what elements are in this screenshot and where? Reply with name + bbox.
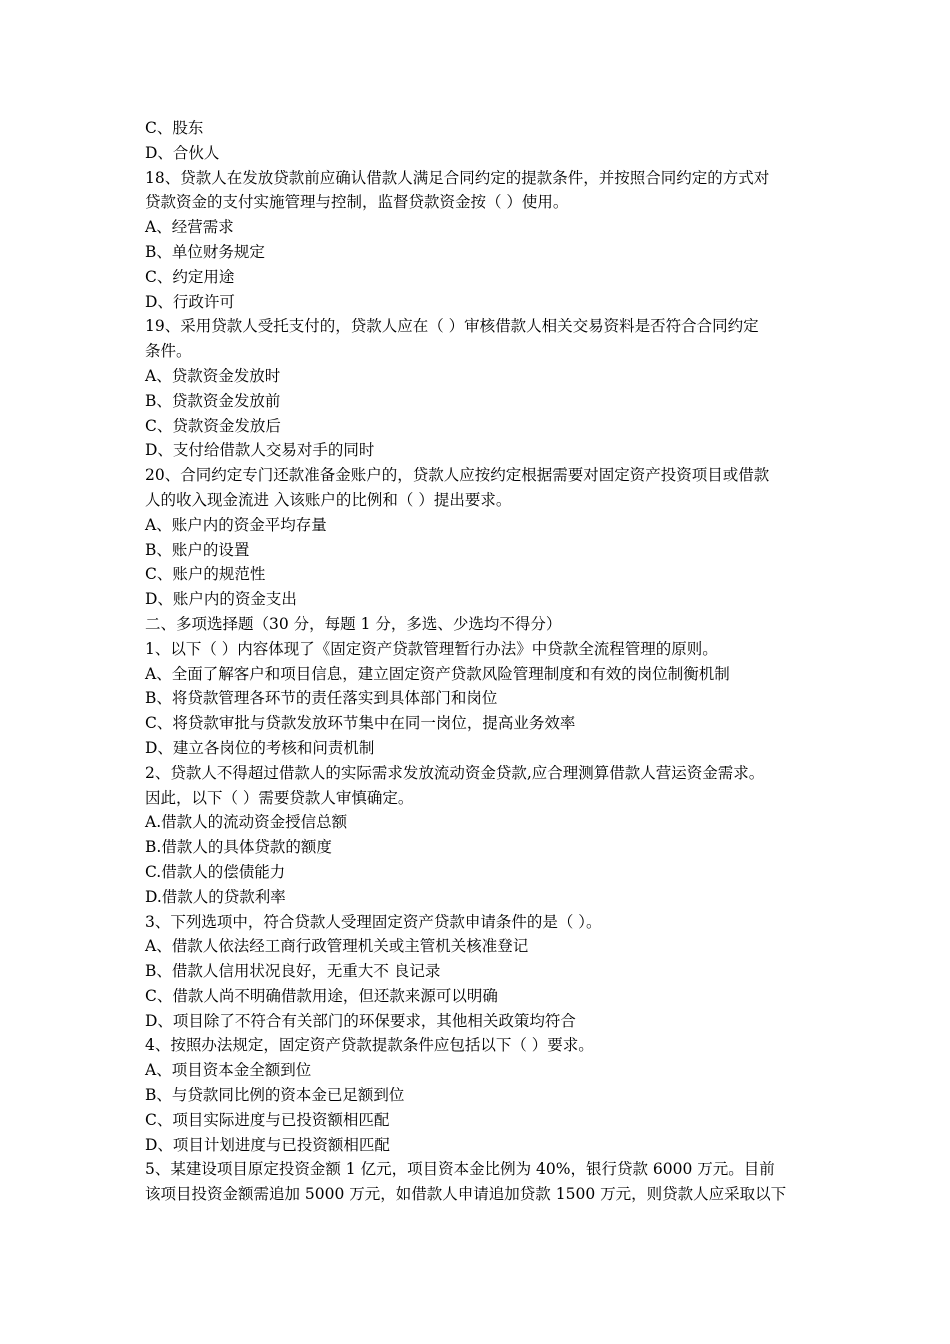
text-line: D.借款人的贷款利率: [145, 887, 286, 906]
text-line: B、单位财务规定: [145, 242, 265, 261]
text-line: 2、贷款人不得超过借款人的实际需求发放流动资金贷款,应合理测算借款人营运资金需求。: [145, 763, 765, 782]
text-line: 18、贷款人在发放贷款前应确认借款人满足合同约定的提款条件，并按照合同约定的方式对: [145, 168, 770, 187]
text-line: D、项目除了不符合有关部门的环保要求，其他相关政策均符合: [145, 1011, 576, 1030]
text-line: D、建立各岗位的考核和问责机制: [145, 738, 375, 757]
text-line: A.借款人的流动资金授信总额: [145, 813, 348, 832]
text-line: B、与贷款同比例的资本金已足额到位: [145, 1086, 405, 1105]
text-line: A、借款人依法经工商行政管理机关或主管机关核准登记: [145, 937, 529, 956]
text-line: B、借款人信用状况良好，无重大不 良记录: [145, 962, 441, 981]
text-line: D、项目计划进度与已投资额相匹配: [145, 1135, 390, 1154]
text-line: 贷款资金的支付实施管理与控制，监督贷款资金按（ ）使用。: [145, 193, 569, 212]
text-line: 20、合同约定专门还款准备金账户的，贷款人应按约定根据需要对固定资产投资项目或借款: [145, 466, 770, 485]
text-line: A、贷款资金发放时: [145, 366, 281, 385]
text-line: D、行政许可: [145, 292, 235, 311]
document-body: [145, 116, 810, 1207]
text-line: C、账户的规范性: [145, 565, 266, 584]
text-line: A、账户内的资金平均存量: [145, 515, 327, 534]
text-line: C、约定用途: [145, 267, 235, 286]
text-line: A、项目资本金全额到位: [145, 1061, 312, 1080]
text-line: D、支付给借款人交易对手的同时: [145, 441, 375, 460]
text-line: 该项目投资金额需追加 5000 万元，如借款人申请追加贷款 1500 万元，则贷款人应采取以下: [145, 1185, 787, 1204]
text-line: D、账户内的资金支出: [145, 590, 297, 609]
text-line: B、贷款资金发放前: [145, 391, 281, 410]
text-line: C、贷款资金发放后: [145, 416, 281, 435]
text-line: C、将贷款审批与贷款发放环节集中在同一岗位，提高业务效率: [145, 714, 576, 733]
text-line: A、全面了解客户和项目信息，建立固定资产贷款风险管理制度和有效的岗位制衡机制: [145, 664, 730, 683]
text-line: B、账户的设置: [145, 540, 250, 559]
text-line: B.借款人的具体贷款的额度: [145, 838, 332, 857]
text-line: 二、多项选择题（30 分，每题 1 分，多选、少选均不得分）: [145, 614, 562, 633]
text-line: D、合伙人: [145, 143, 220, 162]
text-line: C、项目实际进度与已投资额相匹配: [145, 1110, 390, 1129]
text-line: 3、下列选项中，符合贷款人受理固定资产贷款申请条件的是（ ）。: [145, 912, 602, 931]
text-line: A、经营需求: [145, 218, 234, 237]
text-line: 5、某建设项目原定投资金额 1 亿元，项目资本金比例为 40%，银行贷款 6000 万元。目前: [145, 1160, 775, 1179]
text-line: 因此，以下（ ）需要贷款人审慎确定。: [145, 788, 414, 807]
text-line: C、股东: [145, 119, 204, 137]
text-line: 人的收入现金流进 入该账户的比例和（ ）提出要求。: [145, 490, 512, 509]
text-line: C、借款人尚不明确借款用途，但还款来源可以明确: [145, 986, 498, 1005]
text-line: B、将贷款管理各环节的责任落实到具体部门和岗位: [145, 689, 498, 708]
text-line: 4、按照办法规定，固定资产贷款提款条件应包括以下（ ）要求。: [145, 1036, 594, 1055]
text-line: C.借款人的偿债能力: [145, 862, 286, 881]
text-line: 1、以下（ ）内容体现了《固定资产贷款管理暂行办法》中贷款全流程管理的原则。: [145, 639, 718, 658]
text-line: 条件。: [145, 342, 192, 361]
text-line: 19、采用贷款人受托支付的，贷款人应在（ ）审核借款人相关交易资料是否符合合同约定: [145, 317, 759, 336]
